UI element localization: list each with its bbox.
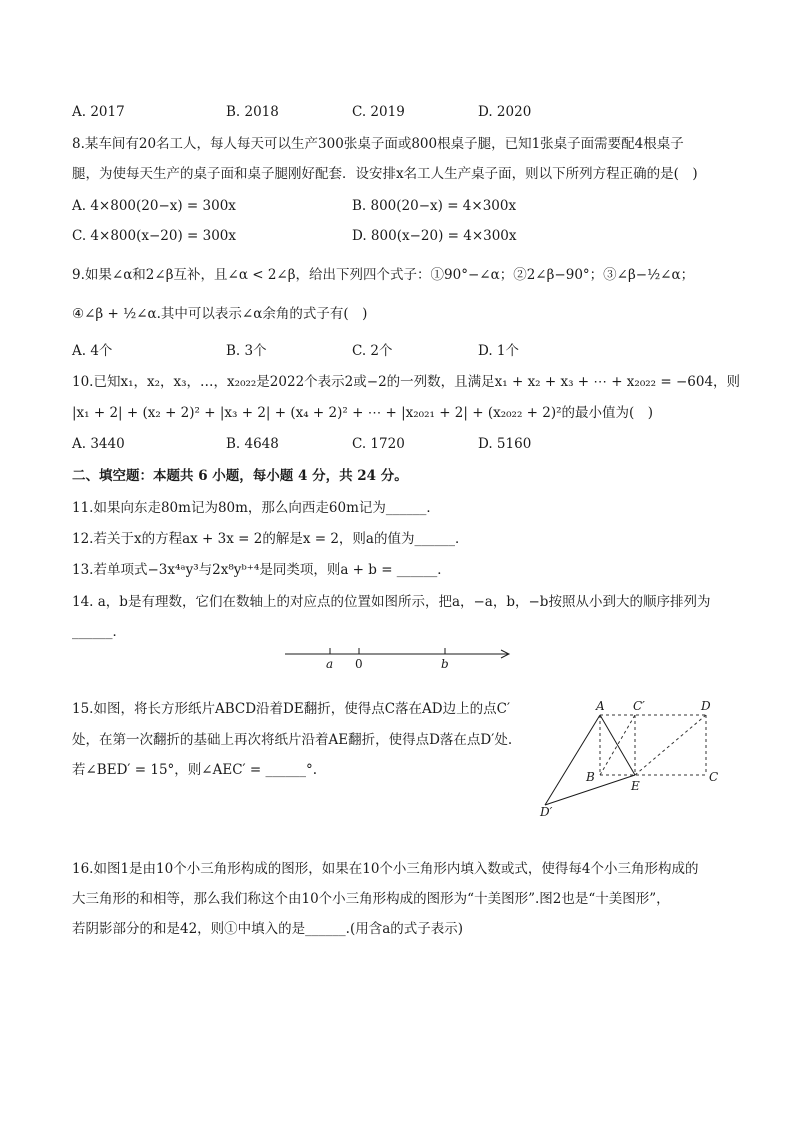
q8-option-a: A. 4×800(20−x) = 300x <box>72 198 236 214</box>
q14-stem-line2: ______． <box>72 624 126 640</box>
q9-option-b: B. 3个 <box>226 343 267 359</box>
q10-option-b: B. 4648 <box>226 436 279 452</box>
q14-stem-line1: 14. a，b是有理数，它们在数轴上的对应点的位置如图所示，把a，−a，b，−b按照从小到大的顺序排列为 <box>72 594 711 610</box>
q10-option-a: A. 3440 <box>72 436 125 452</box>
section-heading-fill-in: 二、填空题：本题共 6 小题，每小题 4 分，共 24 分。 <box>72 468 408 484</box>
q9-option-a: A. 4个 <box>72 343 113 359</box>
label-zero: 0 <box>355 657 363 671</box>
point-b-label: B <box>586 770 595 784</box>
q7-option-c: C. 2019 <box>352 104 405 120</box>
q15-stem-line3: 若∠BED′ = 15°，则∠AEC′ = ______°. <box>72 762 318 778</box>
q15-stem-line2: 处，在第一次翻折的基础上再次将纸片沿着AE翻折，使得点D落在点D′处. <box>72 732 513 748</box>
q7-option-d: D. 2020 <box>478 104 532 120</box>
point-d-prime-label: D′ <box>540 805 553 819</box>
q9-stem-line2: ④∠β + ½∠α.其中可以表示∠α余角的式子有( ) <box>72 306 368 322</box>
segment-ad-prime <box>545 715 600 805</box>
folded-rectangle-figure <box>530 695 730 825</box>
q9-option-c: C. 2个 <box>352 343 393 359</box>
point-a-label: A <box>596 699 605 713</box>
q9-option-d: D. 1个 <box>478 343 520 359</box>
q10-stem-line1: 10.已知x₁，x₂，x₃，…，x₂₀₂₂是2022个表示2或−2的一列数，且满足x₁ + x₂ + x₃ + ⋯ + x₂₀₂₂ = −604，则 <box>72 374 741 390</box>
q11-stem: 11.如果向东走80m记为80m，那么向西走60m记为______． <box>72 500 440 516</box>
label-a: a <box>326 657 334 671</box>
label-b: b <box>441 657 449 671</box>
q16-stem-line3: 若阴影部分的和是42，则①中填入的是______.(用含a的式子表示) <box>72 921 464 937</box>
point-c-label: C <box>709 770 719 784</box>
point-d-label: D <box>701 699 711 713</box>
q15-stem-line1: 15.如图，将长方形纸片ABCD沿着DE翻折，使得点C落在AD边上的点C′ <box>72 701 511 717</box>
q10-option-c: C. 1720 <box>352 436 405 452</box>
q13-stem: 13.若单项式−3x⁴ᵃy³与2x⁸yᵇ⁺⁴是同类项，则a + b = ______． <box>72 562 451 578</box>
q10-option-d: D. 5160 <box>478 436 532 452</box>
number-line-figure <box>280 640 520 676</box>
point-c-prime-label: C′ <box>633 699 645 713</box>
q16-stem-line2: 大三角形的和相等，那么我们称这个由10个小三角形构成的图形为“十美图形”.图2也是“十美图形”， <box>72 891 670 907</box>
q7-option-a: A. 2017 <box>72 104 125 120</box>
q16-stem-line1: 16.如图1是由10个小三角形构成的图形，如果在10个小三角形内填入数或式，使得每4个小三角形构成的 <box>72 861 699 877</box>
q12-stem: 12.若关于x的方程ax + 3x = 2的解是x = 2，则a的值为______． <box>72 531 469 547</box>
q8-option-c: C. 4×800(x−20) = 300x <box>72 228 237 244</box>
q7-option-b: B. 2018 <box>226 104 279 120</box>
q8-stem-line2: 腿，为使每天生产的桌子面和桌子腿刚好配套．设安排x名工人生产桌子面，则以下所列方程正确的是( ) <box>72 166 698 182</box>
q9-stem-line1: 9.如果∠α和2∠β互补，且∠α < 2∠β，给出下列四个式子：①90°−∠α；②2∠β−90°；③∠β−½∠α； <box>72 267 695 283</box>
q8-option-d: D. 800(x−20) = 4×300x <box>352 228 517 244</box>
q8-option-b: B. 800(20−x) = 4×300x <box>352 198 517 214</box>
q10-stem-line2: |x₁ + 2| + (x₂ + 2)² + |x₃ + 2| + (x₄ + 2)² + ⋯ + |x₂₀₂₁ + 2| + (x₂₀₂₂ + 2)²的最小值为( ) <box>72 405 654 421</box>
segment-ae <box>600 715 635 775</box>
point-e-label: E <box>631 779 640 793</box>
q8-stem-line1: 8.某车间有20名工人，每人每天可以生产300张桌子面或800根桌子腿，已知1张桌子面需要配4根桌子 <box>72 136 684 152</box>
segment-de <box>635 715 706 775</box>
